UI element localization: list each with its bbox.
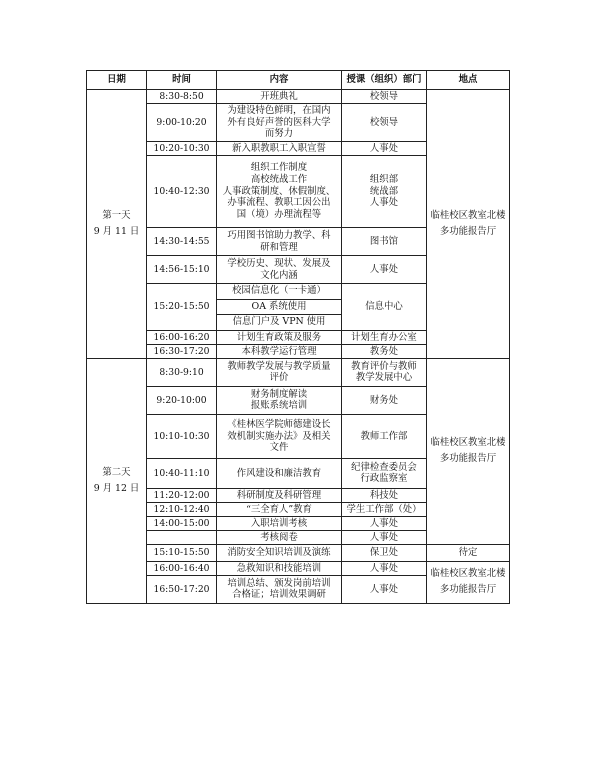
time-cell: 16:00-16:20 <box>147 330 217 344</box>
day-label: 第二天 9 月 12 日 <box>87 358 147 603</box>
dept-cell: 财务处 <box>342 386 427 414</box>
header-date: 日期 <box>87 71 147 90</box>
dept-cell: 教育评价与教师 教学发展中心 <box>342 358 427 386</box>
time-cell: 8:30-8:50 <box>147 90 217 104</box>
time-cell: 8:30-9:10 <box>147 358 217 386</box>
content-cell: 学校历史、现状、发展及 文化内涵 <box>217 256 342 284</box>
table-row <box>87 561 510 575</box>
dept-cell: 人事处 <box>342 575 427 603</box>
content-cell: 开班典礼 <box>217 90 342 104</box>
dept-cell: 纪律检查委员会 行政监察室 <box>342 458 427 488</box>
time-cell <box>147 530 217 544</box>
content-cell <box>217 284 342 331</box>
table-row <box>87 358 510 386</box>
time-cell: 10:40-12:30 <box>147 156 217 228</box>
place-cell: 临桂校区教室北楼 多功能报告厅 <box>427 561 510 603</box>
time-cell: 16:00-16:40 <box>147 561 217 575</box>
header-time: 时间 <box>147 71 217 90</box>
dept-cell: 校领导 <box>342 90 427 104</box>
content-cell: 考核阅卷 <box>217 530 342 544</box>
content-cell: 《桂林医学院师德建设长 效机制实施办法》及相关 文件 <box>217 414 342 458</box>
time-cell: 10:20-10:30 <box>147 142 217 156</box>
dept-cell: 保卫处 <box>342 544 427 561</box>
table-row <box>87 544 510 561</box>
dept-cell: 教务处 <box>342 344 427 358</box>
content-cell: 教师教学发展与教学质量 评价 <box>217 358 342 386</box>
time-cell: 11:20-12:00 <box>147 488 217 502</box>
content-cell: 本科教学运行管理 <box>217 344 342 358</box>
training-schedule-table <box>86 70 510 604</box>
content-subline: OA 系统使用 <box>217 300 341 316</box>
content-subline: 校园信息化（一卡通） <box>217 284 341 300</box>
table-header-row <box>87 71 510 90</box>
place-cell: 临桂校区教室北楼 多功能报告厅 <box>427 358 510 544</box>
dept-cell: 组织部 统战部 人事处 <box>342 156 427 228</box>
content-cell: 计划生育政策及服务 <box>217 330 342 344</box>
place-cell-pending: 待定 <box>427 544 510 561</box>
time-cell: 14:00-15:00 <box>147 516 217 530</box>
time-cell: 15:10-15:50 <box>147 544 217 561</box>
dept-cell: 人事处 <box>342 530 427 544</box>
content-cell: 新入职教职工入职宣誓 <box>217 142 342 156</box>
content-cell: 急救知识和技能培训 <box>217 561 342 575</box>
time-cell: 9:00-10:20 <box>147 104 217 142</box>
time-cell: 14:30-14:55 <box>147 228 217 256</box>
content-cell: 消防安全知识培训及演练 <box>217 544 342 561</box>
content-cell: 财务制度解读 报账系统培训 <box>217 386 342 414</box>
time-cell: 10:40-11:10 <box>147 458 217 488</box>
dept-cell: 学生工作部（处） <box>342 502 427 516</box>
content-cell: 培训总结、颁发岗前培训 合格证；培训效果调研 <box>217 575 342 603</box>
time-cell: 12:10-12:40 <box>147 502 217 516</box>
dept-cell: 信息中心 <box>342 284 427 331</box>
dept-cell: 人事处 <box>342 142 427 156</box>
dept-cell: 教师工作部 <box>342 414 427 458</box>
dept-cell: 人事处 <box>342 256 427 284</box>
day-label: 第一天 9 月 11 日 <box>87 90 147 359</box>
dept-cell: 校领导 <box>342 104 427 142</box>
time-cell: 14:56-15:10 <box>147 256 217 284</box>
dept-cell: 人事处 <box>342 516 427 530</box>
time-cell: 9:20-10:00 <box>147 386 217 414</box>
dept-cell: 图书馆 <box>342 228 427 256</box>
content-cell: 为建设特色鲜明，在国内 外有良好声誉的医科大学 而努力 <box>217 104 342 142</box>
content-cell: 作风建设和廉洁教育 <box>217 458 342 488</box>
header-place: 地点 <box>427 71 510 90</box>
header-content: 内容 <box>217 71 342 90</box>
time-cell: 10:10-10:30 <box>147 414 217 458</box>
time-cell: 16:30-17:20 <box>147 344 217 358</box>
content-cell: 组织工作制度 高校统战工作 人事政策制度、休假制度、 办事流程、教职工因公出 国（境）办理流程等 <box>217 156 342 228</box>
dept-cell: 科技处 <box>342 488 427 502</box>
content-cell: “三全育人”教育 <box>217 502 342 516</box>
header-dept: 授课（组织）部门 <box>342 71 427 90</box>
content-cell: 巧用图书馆助力教学、科 研和管理 <box>217 228 342 256</box>
content-cell: 科研制度及科研管理 <box>217 488 342 502</box>
time-cell: 16:50-17:20 <box>147 575 217 603</box>
place-cell: 临桂校区教室北楼 多功能报告厅 <box>427 90 510 359</box>
dept-cell: 人事处 <box>342 561 427 575</box>
content-cell: 入职培训考核 <box>217 516 342 530</box>
dept-cell: 计划生育办公室 <box>342 330 427 344</box>
table-row <box>87 90 510 104</box>
content-subline: 信息门户及 VPN 使用 <box>232 316 326 328</box>
time-cell: 15:20-15:50 <box>147 284 217 331</box>
table-body <box>87 90 510 604</box>
